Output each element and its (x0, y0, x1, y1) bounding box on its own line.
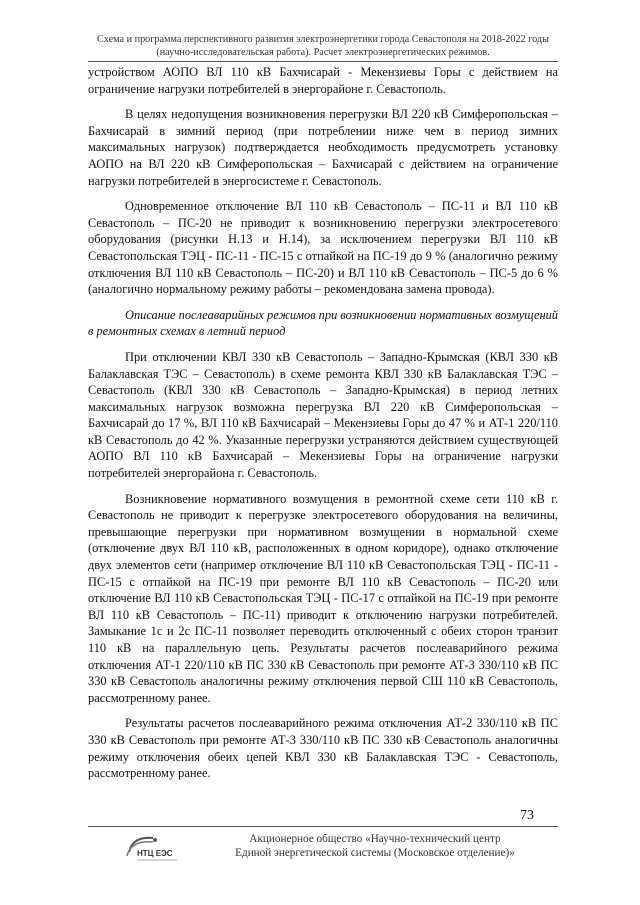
document-body (88, 64, 558, 791)
logo-text: НТЦ ЕЭС (137, 849, 173, 858)
paragraph: При отключении КВЛ 330 кВ Севастополь – Западно-Крымская (КВЛ 330 кВ Балаклавская ТЭС – Севастополь) в схеме ремонта КВЛ 330 кВ Балаклавская ТЭС – Севастополь (КВЛ 330 кВ Севастополь – Западно-Крымская) в период летних максимальных нагрузок возможна перегрузка ВЛ 220 кВ Симферопольская – Бахчисарай до 17 %, ВЛ 110 кВ Бахчисарай – Мекензиевы Горы до 47 % и АТ-1 220/110 кВ Севастополь до 42 %. Указанные перегрузки устраняются действием существующей АОПО ВЛ 110 кВ Бахчисарай – Мекензиевы Горы на ограничение нагрузки потребителей энергорайона г. Севастополь. (88, 349, 558, 481)
page-number: 73 (520, 808, 534, 823)
company-logo (123, 832, 183, 868)
section-heading: Описание послеаварийных режимов при возникновении нормативных возмущений в ремонтных схемах в летний период (88, 307, 558, 339)
header-line-1: Схема и программа перспективного развития электроэнергетики города Севастополя на 2018-2022 годы (97, 34, 549, 45)
page-header (88, 33, 558, 59)
paragraph: устройством АОПО ВЛ 110 кВ Бахчисарай - Мекензиевы Горы с действием на ограничение нагрузки потребителей в энергорайоне г. Севастополь. (88, 65, 558, 96)
footer-divider (88, 826, 558, 827)
header-divider (88, 61, 558, 62)
paragraph: Одновременное отключение ВЛ 110 кВ Севастополь – ПС-11 и ВЛ 110 кВ Севастополь – ПС-20 не приводит к возникновению перегрузки электросетевого оборудования (рисунки Н.13 и Н.14), за исключением перегрузки ВЛ 110 кВ Севастопольская ТЭЦ - ПС-11 - ПС-15 с отпайкой на ПС-19 до 9 % (аналогично режиму отключения ВЛ 110 кВ Севастополь – ПС-20) и ВЛ 110 кВ Севастополь – ПС-5 до 6 % (аналогично нормальному режиму работы – рекомендована замена провода). (88, 199, 558, 297)
paragraph: В целях недопущения возникновения перегрузки ВЛ 220 кВ Симферопольская – Бахчисарай в зимний период (при потреблении ниже чем в период зимних максимальных нагрузок) подтверждается необходимость предусмотреть установку АОПО на ВЛ 220 кВ Симферопольская – Бахчисарай с действием на ограничение нагрузки потребителей в энергосистеме г. Севастополь. (88, 107, 558, 188)
paragraph: Результаты расчетов послеаварийного режима отключения АТ-2 330/110 кВ ПС 330 кВ Севастополь при ремонте АТ-3 330/110 кВ ПС 330 кВ Севастополь аналогичны режиму отключения обеих цепей КВЛ 330 кВ Балаклавская ТЭС - Севастополь, рассмотренному ранее. (88, 716, 558, 781)
footer-line-1: Акционерное общество «Научно-технический центр (249, 833, 501, 845)
paragraph: Возникновение нормативного возмущения в ремонтной схеме сети 110 кВ г. Севастополь не приводит к перегрузке электросетевого оборудования на величины, превышающие перегрузки при нормативном возмущении в нормальной схеме (отключение двух ВЛ 110 кВ, расположенных в одном коридоре), однако отключение двух элементов сети (например отключение ВЛ 110 кВ Севастопольская ТЭЦ - ПС-11 - ПС-15 с отпайкой на ПС-19 при ремонте ВЛ 110 кВ Севастополь – ПС-20 или отключение ВЛ 110 кВ Севастопольская ТЭЦ - ПС-17 с отпайкой на ПС-19 при ремонте ВЛ 110 кВ Севастополь – ПС-11) приводит к отключению нагрузки потребителей. Замыкание 1с и 2с ПС-11 позволяет переводить отключенный с обеих сторон транзит 110 кВ на параллельную цепь. Результаты расчетов послеаварийного режима отключения АТ-1 220/110 кВ ПС 330 кВ Севастополь при ремонте АТ-3 330/110 кВ ПС 330 кВ Севастополь аналогичны режиму отключения первой СШ 110 кВ Севастополь, рассмотренному ранее. (88, 491, 558, 705)
page-footer (210, 832, 540, 860)
footer-line-2: Единой энергетической системы (Московское отделение)» (235, 847, 515, 859)
header-line-2: (научно-исследовательская работа). Расчет электроэнергетических режимов. (156, 47, 490, 58)
